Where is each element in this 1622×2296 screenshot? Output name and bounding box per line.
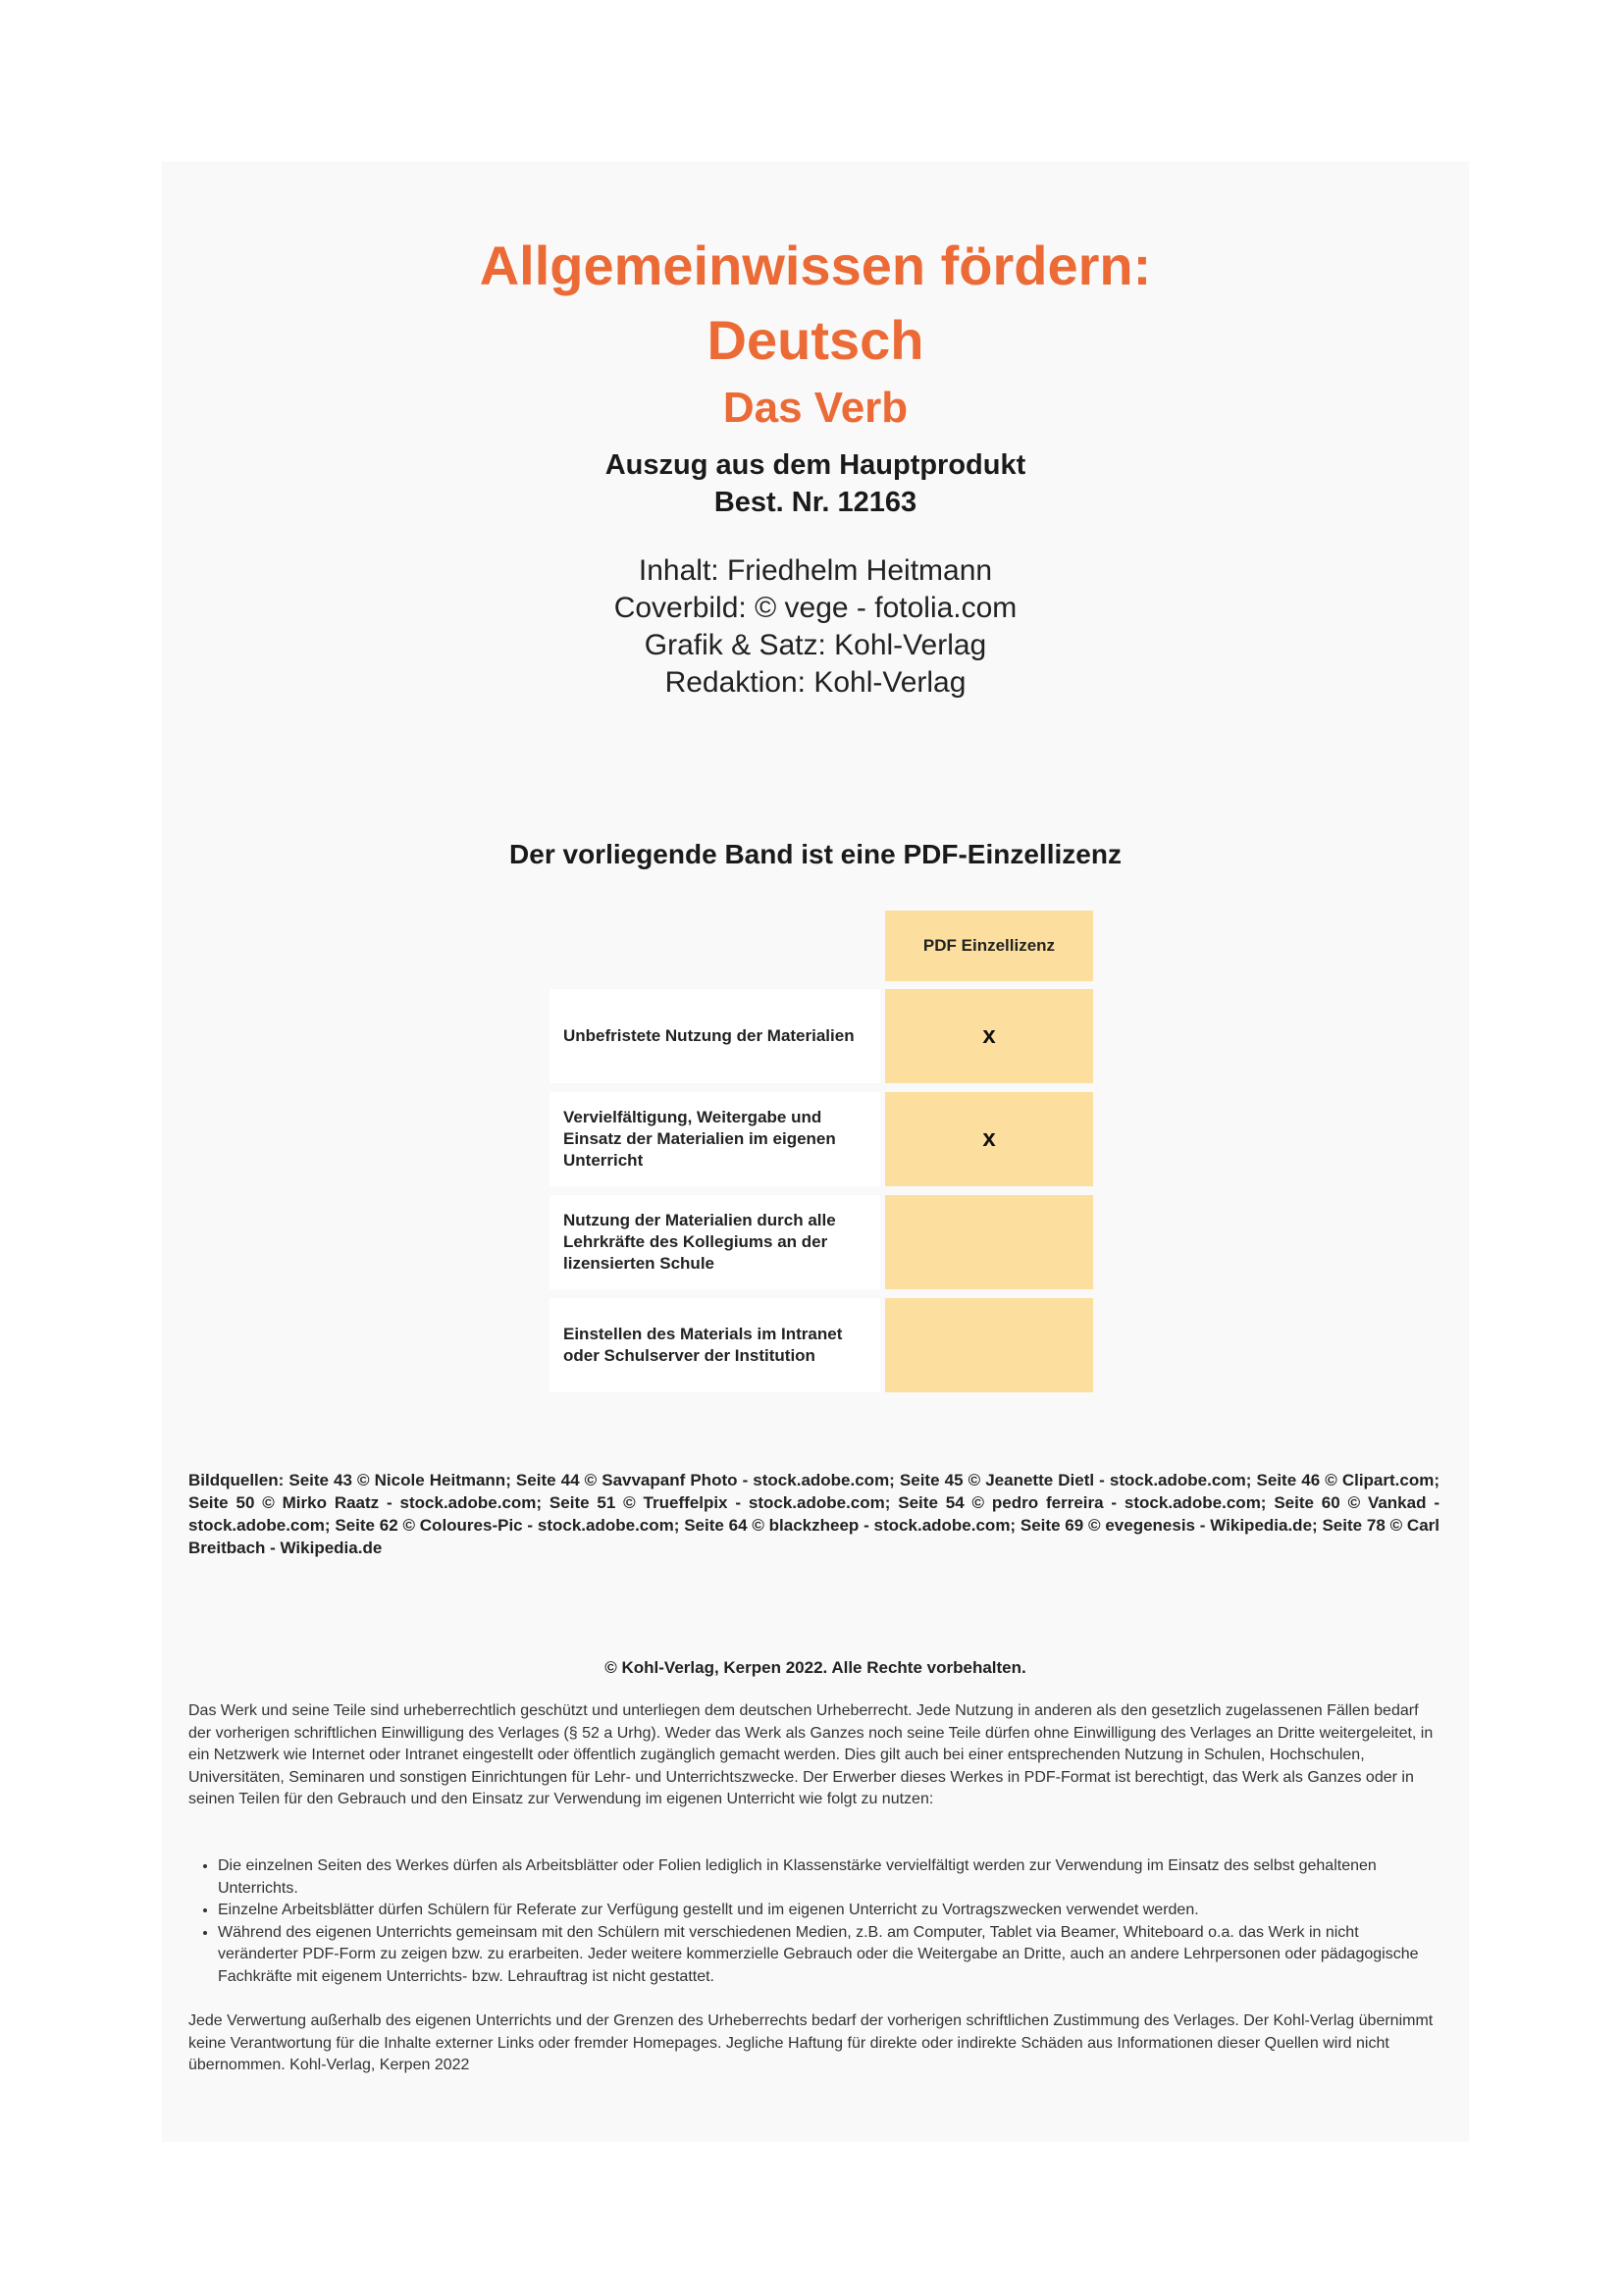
license-row-value xyxy=(885,1195,1093,1289)
license-row-value: x xyxy=(885,1092,1093,1186)
page-title xyxy=(162,229,1469,378)
credit-editing: Redaktion: Kohl-Verlag xyxy=(664,666,967,699)
license-column-header: PDF Einzellizenz xyxy=(885,911,1093,981)
license-row-value: x xyxy=(885,989,1093,1083)
license-row-label: Vervielfältigung, Weitergabe und Einsatz der Materialien im eigenen Unterricht xyxy=(549,1092,880,1186)
license-heading: Der vorliegende Band ist eine PDF-Einzellizenz xyxy=(509,839,1122,869)
order-number: Best. Nr. 12163 xyxy=(713,487,917,518)
copyright-line: © Kohl-Verlag, Kerpen 2022. Alle Rechte vorbehalten. xyxy=(604,1658,1026,1677)
legal-bullet: • Die einzelnen Seiten des Werkes dürfen als Arbeitsblätter oder Folien lediglich in Klassenstärke vervielfältigt werden zur Verwendung im Einsatz des selbst gehaltenen Unterrichts. xyxy=(218,1855,1439,1900)
license-row-label: Nutzung der Materialien durch alle Lehrkräfte des Kollegiums an der lizensierten Schule xyxy=(549,1195,880,1289)
product-excerpt xyxy=(162,446,1469,521)
credit-cover: Coverbild: © vege - fotolia.com xyxy=(613,592,1018,624)
license-row-value xyxy=(885,1298,1093,1392)
title-line-2: Deutsch xyxy=(706,309,924,371)
legal-bullet-list xyxy=(188,1855,1439,1988)
license-row-label: Einstellen des Materials im Intranet oder Schulserver der Institution xyxy=(549,1298,880,1392)
image-sources: Bildquellen: Seite 43 © Nicole Heitmann; Seite 44 © Savvapanf Photo - stock.adobe.com; Seite 45 © Jeanette Dietl - stock.adobe.com; Seite 46 © Clipart.com; Seite 50 © Mirko Raatz - stock.adobe.com; Seite 51 © Trueffelpix - stock.adobe.com; Seite 54 © pedro ferreira - stock.adobe.com; Seite 60 © Vankad - stock.adobe.com; Seite 62 © Coloures-Pic - stock.adobe.com; Seite 64 © blackzheep - stock.adobe.com; Seite 69 © evegenesis - Wikipedia.de; Seite 78 © Carl Breitbach - Wikipedia.de xyxy=(188,1471,1439,1557)
legal-bullet: • Während des eigenen Unterrichts gemeinsam mit den Schülern mit verschiedenen Medien, z.B. am Computer, Tablet via Beamer, Whiteboard o.a. das Werk in nicht veränderter PDF-Form zu zeigen bzw. zu erarbeiten. Jeder weitere kommerzielle Gebrauch oder die Weitergabe an Dritte, auch an andere Lehrpersonen oder pädagogische Fachkräfte mit eigenem Unterrichts- bzw. Lehrauftrag ist nicht gestattet. xyxy=(218,1922,1439,1989)
legal-intro: Das Werk und seine Teile sind urheberrechtlich geschützt und unterliegen dem deutschen Urheberrecht. Jede Nutzung in anderen als den gesetzlich zugelassenen Fällen bedarf der vorherigen schriftlichen Einwilligung des Verlages (§ 52 a Urhg). Weder das Werk als Ganzes noch seine Teile dürfen ohne Einwilligung des Verlages an Dritte weitergeleitet, in ein Netzwerk wie Internet oder Intranet eingestellt oder öffentlich zugänglich gemacht werden. Dies gilt auch bei einer entsprechenden Nutzung in Schulen, Hochschulen, Universitäten, Seminaren und sonstigen Einrichtungen für Lehr- und Unterrichtszwecke. Der Erwerber dieses Werkes in PDF-Format ist berechtigt, das Werk als Ganzes oder in seinen Teilen für den Gebrauch und den Einsatz zur Verwendung im eigenen Unterricht wie folgt zu nutzen: xyxy=(188,1702,1434,1807)
legal-closing xyxy=(188,2010,1439,2077)
credits-block xyxy=(162,552,1469,702)
legal-notice xyxy=(188,1700,1439,1811)
license-row-label: Unbefristete Nutzung der Materialien xyxy=(549,989,880,1083)
credit-graphics: Grafik & Satz: Kohl-Verlag xyxy=(644,629,987,661)
page-subtitle: Das Verb xyxy=(722,384,909,432)
legal-bullet: • Einzelne Arbeitsblätter dürfen Schülern für Referate zur Verfügung gestellt und im eigenen Unterricht zu Vortragszwecken verwendet werden. xyxy=(218,1900,1439,1922)
title-line-1: Allgemeinwissen fördern: xyxy=(479,235,1152,296)
excerpt-line-1: Auszug aus dem Hauptprodukt xyxy=(604,449,1026,481)
legal-closing-text: Jede Verwertung außerhalb des eigenen Unterrichts und der Grenzen des Urheberrechts bedarf der vorherigen schriftlichen Zustimmung des Verlages. Der Kohl-Verlag übernimmt keine Verantwortung für die Inhalte externer Links oder fremder Homepages. Jegliche Haftung für direkte oder indirekte Schäden aus Informationen dieser Quellen wird nicht übernommen. Kohl-Verlag, Kerpen 2022 xyxy=(188,2012,1434,2073)
document-page xyxy=(162,162,1469,2142)
credit-content: Inhalt: Friedhelm Heitmann xyxy=(638,554,993,587)
